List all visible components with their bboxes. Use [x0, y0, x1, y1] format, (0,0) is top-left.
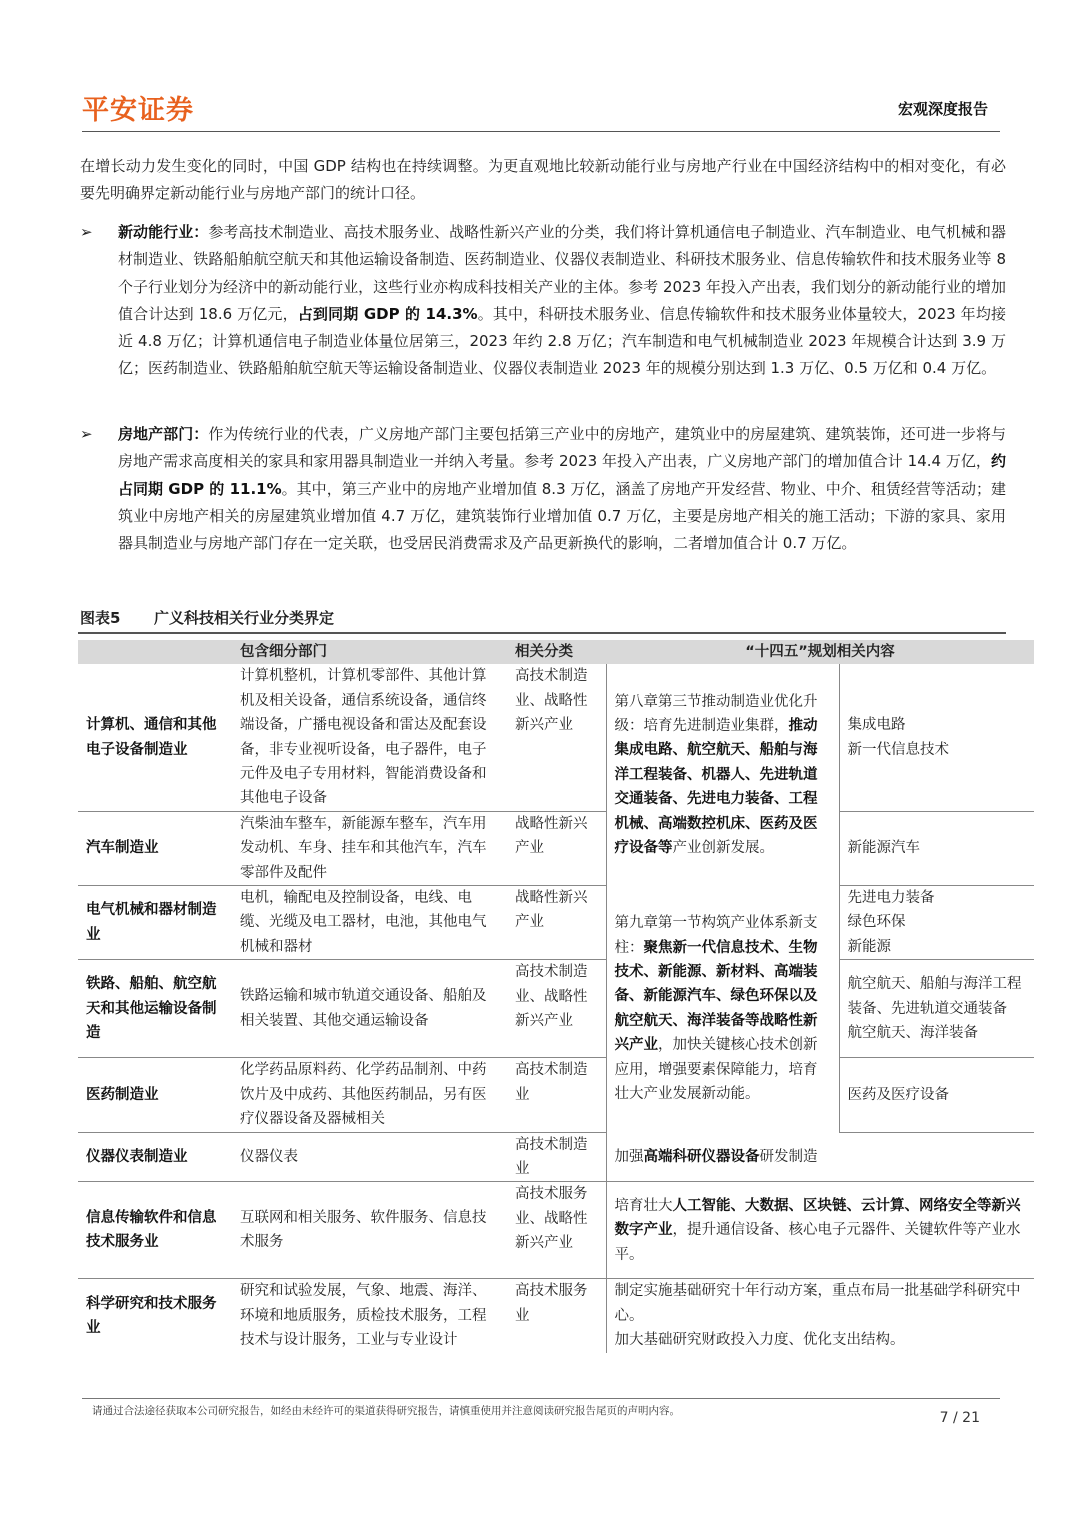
table-row — [78, 1058, 1034, 1132]
subsector-cell: 计算机整机，计算机零部件、其他计算机及相关设备，通信系统设备，通信终端设备，广播电视设备和雷达及配套设备，非专业视听设备，电子器件，电子元件及电子专用材料，智能消费设备和其他电子设备 — [232, 664, 507, 811]
plan-text: 第八章第三节推动制造业优化升级：培育先进制造业集群，推动集成电路、航空航天、船舶与海洋工程装备、机器人、先进轨道交通装备、先进电力装备、工程机械、高端数控机床、医药及医疗设备等产业创新发展。 — [606, 664, 839, 885]
header-cell: “十四五”规划相关内容 — [606, 640, 1034, 664]
category-cell: 高技术制造业、战略性新兴产业 — [507, 960, 606, 1058]
category-cell: 高技术制造业 — [507, 1132, 606, 1182]
plan-text: 加强高端科研仪器设备研发制造 — [606, 1132, 1034, 1182]
header-divider — [82, 131, 1000, 132]
industry-name: 仪器仪表制造业 — [78, 1132, 232, 1182]
report-type: 宏观深度报告 — [897, 100, 988, 118]
industry-name: 汽车制造业 — [78, 811, 232, 885]
plan-focus: 先进电力装备 绿色环保 新能源 — [839, 886, 1034, 960]
industry-name: 科学研究和技术服务业 — [86, 1295, 217, 1336]
bullet-title: 新动能行业： — [118, 223, 209, 241]
plan-text: 培育壮大人工智能、大数据、区块链、云计算、网络安全等新兴数字产业，提升通信设备、核心电子元器件、关键软件等产业水平。 — [606, 1182, 1034, 1279]
category-cell: 高技术服务业、战略性新兴产业 — [507, 1182, 606, 1279]
table-row — [78, 886, 1034, 960]
subsector-cell: 化学药品原料药、化学药品制剂、中药饮片及中成药、其他医药制品，另有医疗仪器设备及器械相关 — [232, 1058, 507, 1132]
category-cell: 战略性新兴产业 — [507, 811, 606, 885]
table-row — [78, 664, 1034, 811]
bullet-arrow-icon: ➢ — [80, 425, 93, 443]
footer-divider — [82, 1398, 1000, 1399]
bullet-highlight: 占到同期 GDP 的 14.3% — [297, 304, 478, 323]
plan-focus: 航空航天、船舶与海洋工程装备、先进轨道交通装备 航空航天、海洋装备 — [839, 960, 1034, 1058]
footer-disclaimer: 请通过合法途径获取本公司研究报告，如经由未经许可的渠道获得研究报告，请慎重使用并注意阅读研究报告尾页的声明内容。 — [92, 1405, 680, 1417]
figure-title — [78, 604, 1006, 634]
category-cell: 战略性新兴产业 — [507, 886, 606, 960]
figure-name: 广义科技相关行业分类界定 — [154, 609, 335, 627]
bullet-highlight: 约占同期 GDP 的 11.1% — [118, 452, 1006, 498]
subsector-cell: 互联网和相关服务、软件服务、信息技术服务 — [232, 1182, 507, 1279]
plan-text: 制定实施基础研究十年行动方案，重点布局一批基础学科研究中心。 加大基础研究财政投入力度、优化支出结构。 — [614, 1283, 1021, 1349]
table-row — [78, 1182, 1034, 1279]
classification-table — [78, 640, 1034, 1353]
table-row — [78, 1279, 1034, 1353]
plan-text: 第九章第一节构筑产业体系新支柱：聚焦新一代信息技术、生物技术、新能源、新材料、高端装备、新能源汽车、绿色环保以及航空航天、海洋装备等战略性新兴产业，加快关键核心技术创新应用，增强要素保障能力，培育壮大产业发展新动能。 — [606, 886, 839, 1132]
header-cell: 包含细分部门 — [232, 640, 507, 664]
bullet-content — [118, 219, 1006, 383]
industry-name: 电气机械和器材制造业 — [78, 886, 232, 960]
table-row — [78, 1132, 1034, 1182]
bullet-text: 。其中，科研技术服务业、信息传输软件和技术服务业体量较大，2023 年均接近 4.8 万亿；计算机通信电子制造业体量位居第三，2023 年约 2.8 万亿；汽车制造和电气机械制造业 2023 年规模合计达到 3.9 万亿；医药制造业、铁路船舶航空航天等运输设备制造业、仪器仪表制造业 2023 年的规模分别达到 1.3 万亿、0.5 万亿和 0.4 万亿。 — [118, 304, 1006, 378]
header-cell: 相关分类 — [507, 640, 606, 664]
table-header-row — [78, 640, 1034, 664]
bullet-arrow-icon: ➢ — [80, 223, 93, 241]
industry-name: 医药制造业 — [78, 1058, 232, 1132]
bullet-real-estate — [80, 421, 1006, 557]
table-row — [78, 960, 1034, 1058]
page-header — [82, 88, 1000, 132]
subsector-cell: 汽柴油车整车，新能源车整车，汽车用发动机、车身、挂车和其他汽车，汽车零部件及配件 — [232, 811, 507, 885]
bullet-text: 参考高技术制造业、高技术服务业、战略性新兴产业的分类，我们将计算机通信电子制造业、汽车制造业、电气机械和器材制造业、铁路船舶航空航天和其他运输设备制造、医药制造业、仪器仪表制造业、科研技术服务业、信息传输软件和技术服务业等 8 个子行业划分为经济中的新动能行业，这些行业亦构成科技相关产业的主体。参考 2023 年投入产出表，我们划分的新动能行业的增加值合计达到 18.6 万亿元， — [118, 223, 1006, 323]
header-cell — [78, 640, 232, 664]
plan-focus: 新能源汽车 — [839, 811, 1034, 885]
figure-number: 图表5 — [80, 609, 121, 627]
intro-paragraph: 在增长动力发生变化的同时，中国 GDP 结构也在持续调整。为更直观地比较新动能行业与房地产行业在中国经济结构中的相对变化，有必要先明确界定新动能行业与房地产部门的统计口径。 — [80, 157, 1006, 203]
bullet-title: 房地产部门： — [118, 425, 209, 443]
industry-name: 信息传输软件和信息技术服务业 — [78, 1182, 232, 1279]
brand-logo: 平安证券 — [82, 95, 194, 126]
bullet-new-momentum — [80, 219, 1006, 383]
bullet-text: 作为传统行业的代表，广义房地产部门主要包括第三产业中的房地产，建筑业中的房屋建筑、建筑装饰，还可进一步将与房地产需求高度相关的家具和家用器具制造业一并纳入考量。参考 2023 年投入产出表，广义房地产部门的增加值合计 14.4 万亿， — [118, 425, 1006, 471]
subsector-cell: 仪器仪表 — [232, 1132, 507, 1182]
category-cell: 高技术服务业 — [507, 1279, 606, 1353]
table-row — [78, 811, 1034, 885]
category-cell: 高技术制造业、战略性新兴产业 — [507, 664, 606, 811]
category-cell: 高技术制造业 — [507, 1058, 606, 1132]
plan-focus: 集成电路 新一代信息技术 — [839, 664, 1034, 811]
subsector-cell: 铁路运输和城市轨道交通设备、船舶及相关装置、其他交通运输设备 — [232, 960, 507, 1058]
plan-focus: 医药及医疗设备 — [839, 1058, 1034, 1132]
bullet-content — [118, 421, 1006, 557]
industry-name: 铁路、船舶、航空航天和其他运输设备制造 — [78, 960, 232, 1058]
industry-name: 计算机、通信和其他电子设备制造业 — [78, 664, 232, 811]
subsector-cell: 电机，输配电及控制设备，电线、电缆、光缆及电工器材，电池，其他电气机械和器材 — [232, 886, 507, 960]
subsector-cell: 研究和试验发展，气象、地震、海洋、环境和地质服务，质检技术服务，工程技术与设计服务，工业与专业设计 — [240, 1283, 487, 1349]
bullet-text: 。其中，第三产业中的房地产业增加值 8.3 万亿，涵盖了房地产开发经营、物业、中介、租赁经营等活动；建筑业中房地产相关的房屋建筑业增加值 4.7 万亿，建筑装饰行业增加值 0.7 万亿，主要是房地产相关的施工活动；下游的家具、家用器具制造业与房地产部门存在一定关联，也受居民消费需求及产品更新换代的影响，二者增加值合计 0.7 万亿。 — [118, 479, 1006, 553]
page-number: 7 / 21 — [939, 1410, 980, 1426]
